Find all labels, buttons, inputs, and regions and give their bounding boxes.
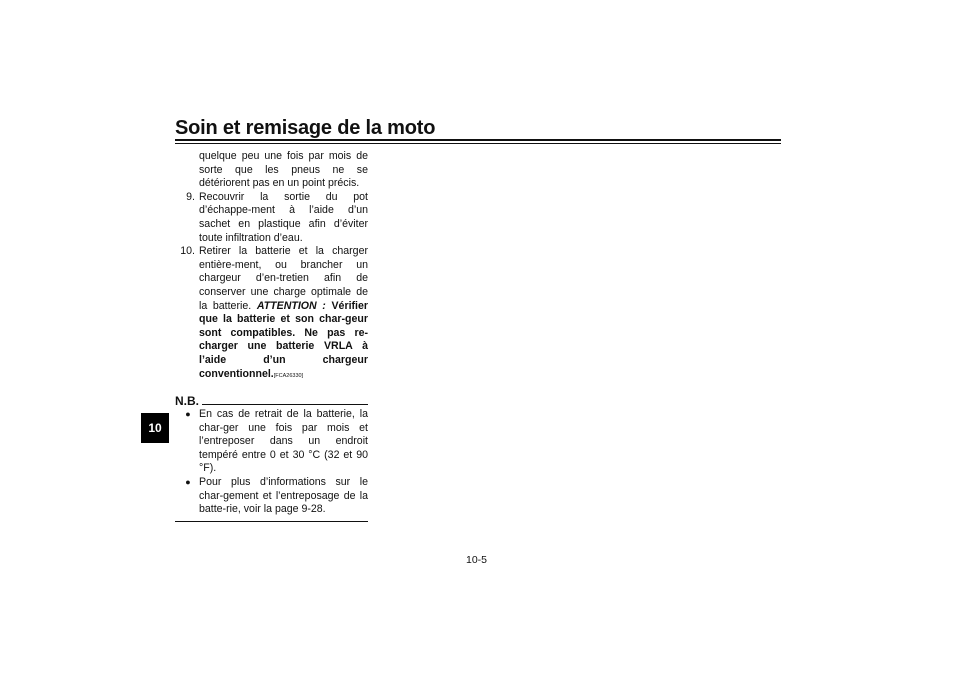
step-number: 10. xyxy=(180,245,195,258)
bullet-text: En cas de retrait de la batterie, la char-ger une fois par mois et l’entreposer dans un endroit tempéré entre 0 et 30 °C (32 et 90 °F). xyxy=(199,408,368,475)
step-number: 9. xyxy=(186,190,195,203)
page-number: 10-5 xyxy=(466,554,488,566)
header-rule-thin xyxy=(175,143,781,144)
note-label: N.B. xyxy=(175,394,199,409)
warning-text: Vérifier que la batterie et son char-geur sont compatibles. Ne pas re-charger une batterie VRLA à l’aide d’un chargeur conventionnel. xyxy=(199,299,368,380)
step-text: Recouvrir la sortie du pot d’échappe-ment à l’aide d’un sachet en plastique afin d’éviter toute infiltration d’eau. xyxy=(199,190,368,244)
continuation-text: quelque peu une fois par mois de sorte que les pneus ne se détériorent pas en un point précis. xyxy=(199,150,368,190)
bullet-item xyxy=(175,476,368,517)
step-item xyxy=(175,191,368,245)
step-text-block xyxy=(199,245,368,383)
bullet-text: Pour plus d’informations sur le char-gement et l’entreposage de la batte-rie, voir la page 9-28. xyxy=(199,476,368,516)
page-title: Soin et remisage de la moto xyxy=(175,117,436,139)
bullet-item xyxy=(175,408,368,476)
note-rule xyxy=(202,404,368,405)
bullet-icon: ● xyxy=(185,477,191,488)
chapter-tab: 10 xyxy=(141,413,169,443)
warning-code: [FCA26330] xyxy=(273,372,304,379)
note-end-rule xyxy=(175,521,368,522)
note-heading xyxy=(175,394,368,408)
step-item xyxy=(175,245,368,383)
header-rule xyxy=(175,139,781,141)
warning-heading: ATTENTION : xyxy=(256,299,326,312)
bullet-icon: ● xyxy=(185,409,191,420)
text-column xyxy=(175,150,368,522)
step-text: Retirer la batterie et la charger entière-ment, ou brancher un chargeur d’en-tretien afin de conserver une charge optimale de la batterie. xyxy=(199,245,368,312)
